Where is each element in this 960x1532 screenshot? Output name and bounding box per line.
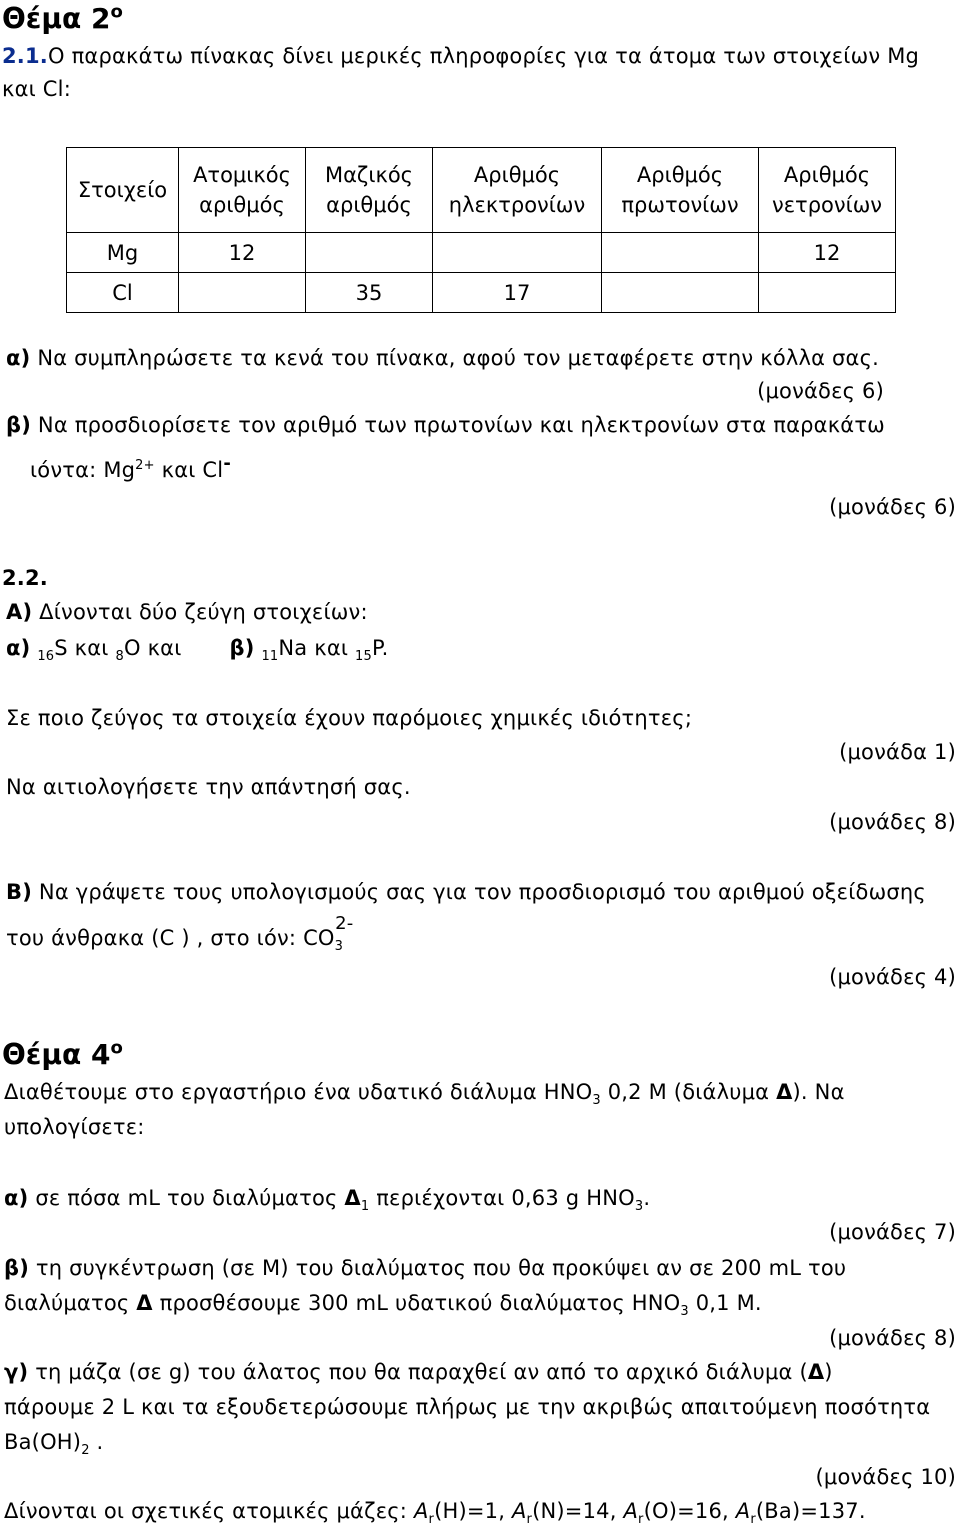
table-cell bbox=[433, 233, 602, 273]
elements-info-table bbox=[66, 147, 896, 313]
table-cell bbox=[759, 273, 896, 313]
theme4-intro-line2: υπολογίσετε: bbox=[4, 1115, 145, 1139]
part-c-line1: γ) τη μάζα (σε g) του άλατος που θα παραχθεί αν από το αρχικό διάλυμα (Δ) bbox=[4, 1360, 833, 1384]
carbonate-line: του άνθρακα (C ) , στο ιόν: $CO_3^{2-}$ bbox=[6, 913, 354, 955]
question-text: Σε ποιο ζεύγος τα στοιχεία έχουν παρόμοιες χημικές ιδιότητες; bbox=[6, 706, 693, 730]
element-pairs: α) $_{16}$S και $_8$O και β) $_{11}$Na και $_{15}$P. bbox=[6, 636, 389, 665]
theme4-title: Θέμα $4^o$ bbox=[2, 1037, 123, 1071]
question-number: 2.1. bbox=[2, 44, 48, 68]
part-b-line1: β) τη συγκέντρωση (σε M) του διαλύματος που θα προκύψει αν σε 200 mL του bbox=[4, 1256, 847, 1280]
table-cell: 17 bbox=[433, 273, 602, 313]
table-row bbox=[67, 233, 896, 273]
part-b-line2: διαλύματος Δ προσθέσουμε 300 mL υδατικού διαλύματος $HNO_3$ 0,1 M. bbox=[4, 1291, 762, 1320]
table-header-cell: Αριθμός νετρονίων bbox=[759, 148, 896, 233]
points: (μονάδες 4) bbox=[829, 965, 956, 989]
table-header-cell: Στοιχείο bbox=[67, 148, 179, 233]
atomic-masses-line: Δίνονται οι σχετικές ατομικές μάζες: $A_r(H)=1$, $A_r(N)=14$, $A_r(O)=16$, $A_r(Ba)=137$. bbox=[4, 1499, 866, 1528]
points: (μονάδες 6) bbox=[829, 495, 956, 519]
points: (μονάδες 6) bbox=[757, 379, 884, 403]
question-2-1-line2: και Cl: bbox=[2, 77, 71, 101]
ions-line: ιόντα: $Mg^{2+}$ και Cl- bbox=[30, 453, 231, 482]
part-b-text: β) Να προσδιορίσετε τον αριθμό των πρωτονίων και ηλεκτρονίων στα παρακάτω bbox=[6, 413, 885, 437]
part-a-text: α) σε πόσα mL του διαλύματος $\Delta_1$ περιέχονται 0,63 g $HNO_3$. bbox=[4, 1186, 651, 1215]
question-2-1-line1: 2.1.Ο παρακάτω πίνακας δίνει μερικές πληροφορίες για τα άτομα των στοιχείων Mg bbox=[2, 44, 920, 68]
question-number: 2.2. bbox=[2, 566, 48, 590]
table-header-row bbox=[67, 148, 896, 233]
table-cell bbox=[602, 273, 759, 313]
table-row bbox=[67, 273, 896, 313]
points: (μονάδες 8) bbox=[829, 1326, 956, 1350]
table-cell bbox=[602, 233, 759, 273]
theme4-intro-line1: Διαθέτουμε στο εργαστήριο ένα υδατικό διάλυμα $HNO_3$ 0,2 M (διάλυμα Δ). Να bbox=[4, 1080, 845, 1109]
table-header-cell: Αριθμός ηλεκτρονίων bbox=[433, 148, 602, 233]
part-B-text: Β) Να γράψετε τους υπολογισμούς σας για τον προσδιορισμό του αριθμού οξείδωσης bbox=[6, 880, 926, 904]
part-A-text: Α) Δίνονται δύο ζεύγη στοιχείων: bbox=[6, 600, 368, 624]
table-cell bbox=[306, 233, 433, 273]
justify-text: Να αιτιολογήσετε την απάντησή σας. bbox=[6, 775, 411, 799]
part-c-line3: $Ba(OH)_2$ . bbox=[4, 1430, 104, 1459]
table-cell: 12 bbox=[759, 233, 896, 273]
table-cell: Cl bbox=[67, 273, 179, 313]
table-cell: Mg bbox=[67, 233, 179, 273]
points: (μονάδες 10) bbox=[815, 1465, 956, 1489]
table-cell bbox=[179, 273, 306, 313]
points: (μονάδες 7) bbox=[829, 1220, 956, 1244]
table-cell: 12 bbox=[179, 233, 306, 273]
table-cell: 35 bbox=[306, 273, 433, 313]
theme2-title: Θέμα $2^o$ bbox=[2, 1, 123, 35]
table-header-cell: Αριθμός πρωτονίων bbox=[602, 148, 759, 233]
points: (μονάδα 1) bbox=[839, 740, 956, 764]
points: (μονάδες 8) bbox=[829, 810, 956, 834]
part-a-text: α) Να συμπληρώσετε τα κενά του πίνακα, αφού τον μεταφέρετε στην κόλλα σας. bbox=[6, 346, 879, 370]
table-header-cell: Ατομικός αριθμός bbox=[179, 148, 306, 233]
table-header-cell: Μαζικός αριθμός bbox=[306, 148, 433, 233]
part-c-line2: πάρουμε 2 L και τα εξουδετερώσουμε πλήρως με την ακριβώς απαιτούμενη ποσότητα bbox=[4, 1395, 931, 1419]
